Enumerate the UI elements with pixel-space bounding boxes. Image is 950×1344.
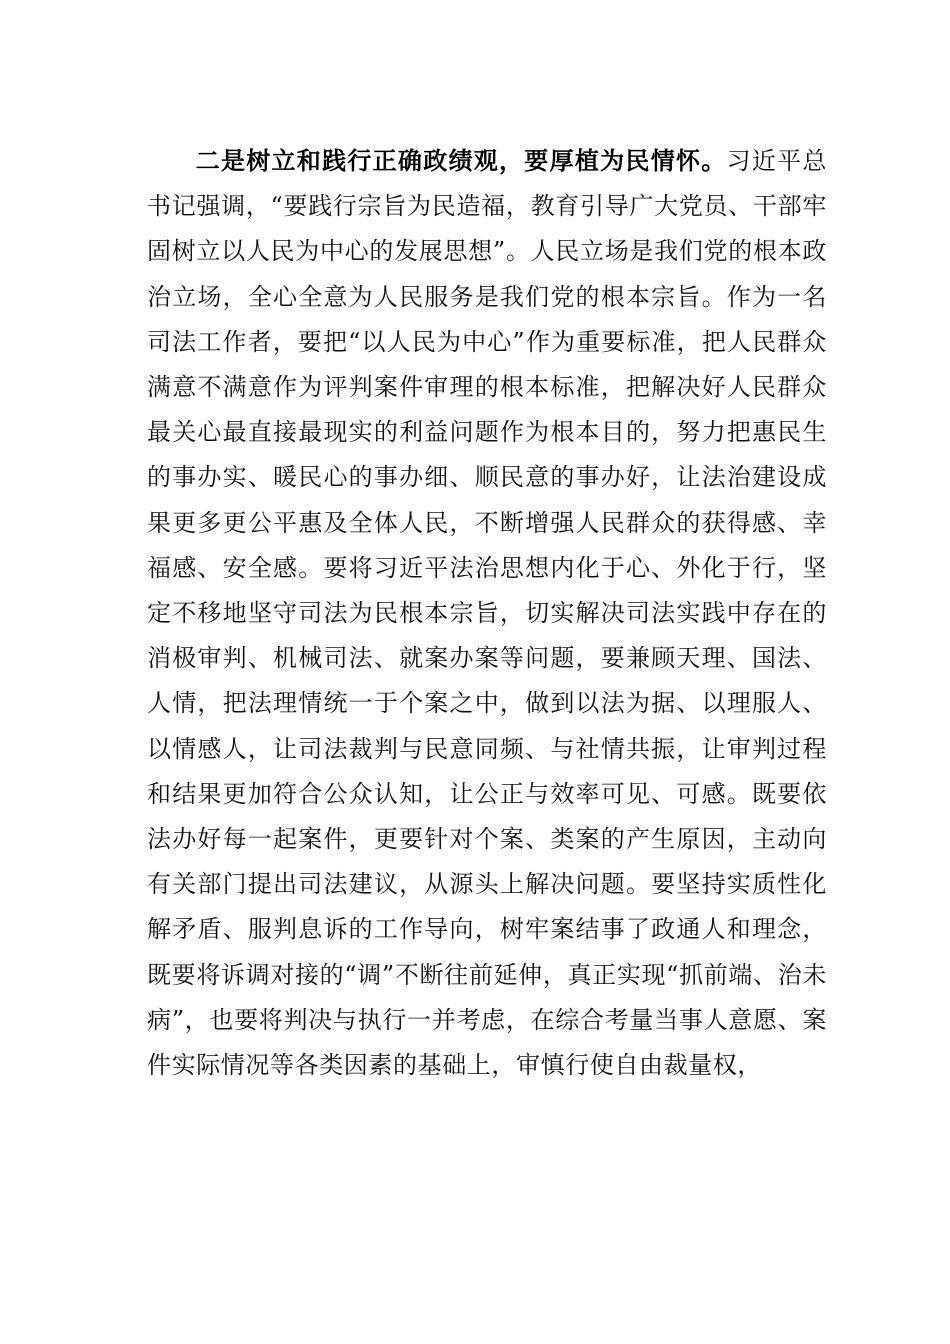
body-paragraph <box>147 138 827 1088</box>
lead-sentence: 二是树立和践行正确政绩观，要厚植为民情怀。 <box>195 146 727 175</box>
body-text: 习近平总书记强调，“要践行宗旨为民造福，教育引导广大党员、干部牢固树立以人民为中心的发展思想”。人民立场是我们党的根本政治立场，全心全意为人民服务是我们党的根本宗旨。作为一名司法工作者，要把“以人民为中心”作为重要标准，把人民群众满意不满意作为评判案件审理的根本标准，把解决好人民群众最关心最直接最现实的利益问题作为根本目的，努力把惠民生的事办实、暖民心的事办细、顺民意的事办好，让法治建设成果更多更公平惠及全体人民，不断增强人民群众的获得感、幸福感、安全感。要将习近平法治思想内化于心、外化于行，坚定不移地坚守司法为民根本宗旨，切实解决司法实践中存在的消极审判、机械司法、就案办案等问题，要兼顾天理、国法、人情，把法理情统一于个案之中，做到以法为据、以理服人、以情感人，让司法裁判与民意同频、与社情共振，让审判过程和结果更加符合公众认知，让公正与效率可见、可感。既要依法办好每一起案件，更要针对个案、类案的产生原因，主动向有关部门提出司法建议，从源头上解决问题。要坚持实质性化解矛盾、服判息诉的工作导向，树牢案结事了政通人和理念，既要将诉调对接的“调”不断往前延伸，真正实现“抓前端、治未病”，也要将判决与执行一并考虑，在综合考量当事人意愿、案件实际情况等各类因素的基础上，审慎行使自由裁量权， <box>147 147 827 1080</box>
